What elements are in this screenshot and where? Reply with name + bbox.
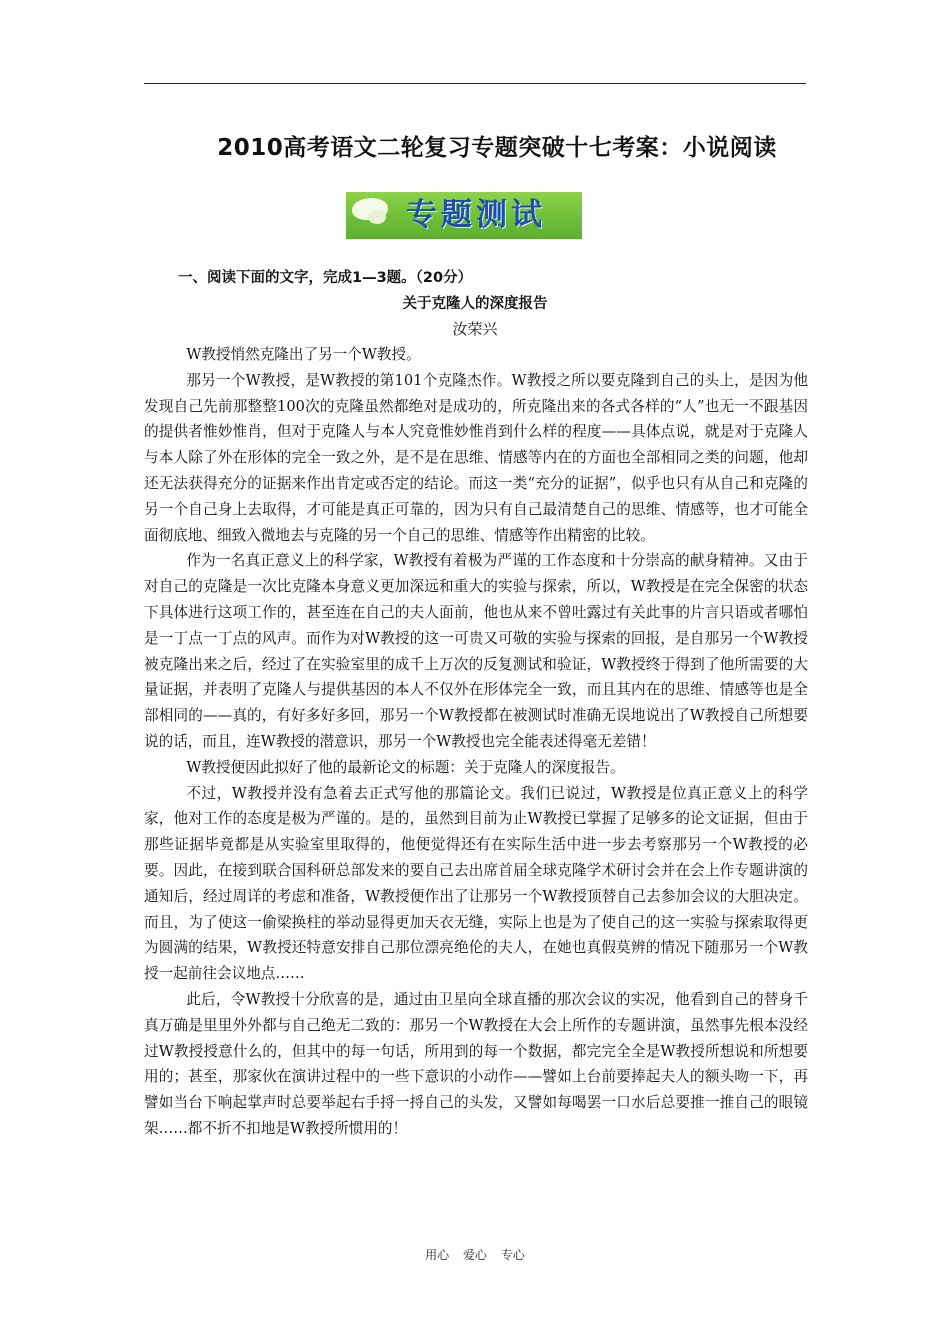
leaf-icon-accent	[368, 210, 386, 224]
topic-test-banner	[346, 192, 582, 239]
banner-label: 专题测试	[406, 197, 546, 233]
article-author: 汝荣兴	[452, 320, 498, 338]
document-title: 2010高考语文二轮复习专题突破十七考案：小说阅读	[217, 135, 777, 161]
article-body	[144, 342, 808, 1142]
header-rule	[144, 83, 806, 84]
paragraph: 此后，令W教授十分欣喜的是，通过由卫星向全球直播的那次会议的实况，他看到自己的替身千真万确是里里外外都与自己绝无二致的：那另一个W教授在大会上所作的专题讲演，虽然事先根本没经过W教授授意什么的，但其中的每一句话，所用到的每一个数据，都完完全全是W教授所想说和所想要用的；甚至，那家伙在演讲过程中的一些下意识的小动作——譬如上台前要捧起夫人的额头吻一下，再譬如当台下响起掌声时总要举起右手捋一捋自己的头发，又譬如每喝罢一口水后总要推一推自己的眼镜架……都不折不扣地是W教授所惯用的！	[144, 990, 808, 1137]
section-heading: 一、阅读下面的文字，完成1—3题。（20分）	[178, 270, 473, 286]
paragraph: W教授便因此拟好了他的最新论文的标题：关于克隆人的深度报告。	[186, 758, 625, 776]
paragraph: W教授悄然克隆出了另一个W教授。	[186, 346, 421, 363]
page-footer: 用心 爱心 专心	[425, 1248, 525, 1262]
article-title: 关于克隆人的深度报告	[402, 296, 548, 312]
paragraph: 不过，W教授并没有急着去正式写他的那篇论文。我们已说过，W教授是位真正意义上的科学家，他对工作的态度是极为严谨的。是的，虽然到目前为止W教授已掌握了足够多的论文证据，但由于那些证据毕竟都是从实验室里取得的，他便觉得还有在实际生活中进一步去考察那另一个W教授的必要。因此，在接到联合国科研总部发来的要自己去出席首届全球克隆学术研讨会并在会上作专题讲演的通知后，经过周详的考虑和准备，W教授便作出了让那另一个W教授顶替自己去参加会议的大胆决定。而且，为了使这一偷梁换柱的举动显得更加天衣无缝，实际上也是为了使自己的这一实验与探索取得更为圆满的结果，W教授还特意安排自己那位漂亮绝伦的夫人，在她也真假莫辨的情况下随那另一个W教授一起前往会议地点……	[144, 784, 808, 983]
paragraph: 作为一名真正意义上的科学家，W教授有着极为严谨的工作态度和十分崇高的献身精神。又由于对自己的克隆是一次比克隆本身意义更加深远和重大的实验与探索，所以，W教授是在完全保密的状态下具体进行这项工作的，甚至连在自己的夫人面前，他也从来不曾吐露过有关此事的片言只语或者哪怕是一丁点一丁点的风声。而作为对W教授的这一可贵又可敬的实验与探索的回报，是自那另一个W教授被克隆出来之后，经过了在实验室里的成千上万次的反复测试和验证，W教授终于得到了他所需要的大量证据，并表明了克隆人与提供基因的本人不仅外在形体完全一致，而且其内在的思维、情感等也是全部相同的——真的，有好多好多回，那另一个W教授都在被测试时准确无误地说出了W教授自己所想要说的话，而且，连W教授的潜意识，那另一个W教授也完全能表述得毫无差错！	[144, 552, 808, 750]
paragraph: 那另一个W教授，是W教授的第101个克隆杰作。W教授之所以要克隆到自己的头上，是因为他发现自己先前那整整100次的克隆虽然都绝对是成功的，所克隆出来的各式各样的“人”也无一不跟基因的提供者惟妙惟肖，但对于克隆人与本人究竟惟妙惟肖到什么样的程度——具体点说，就是对于克隆人与本人除了外在形体的完全一致之外，是不是在思维、情感等内在的方面也全部相同之类的问题，他却还无法获得充分的证据来作出肯定或否定的结论。而这一类“充分的证据”，似乎也只有从自己和克隆的另一个自己身上去取得，才可能是真正可靠的，因为只有自己最清楚自己的思维、情感等，也才可能全面彻底地、细致入微地去与克隆的另一个自己的思维、情感等作出精密的比较。	[144, 371, 808, 544]
